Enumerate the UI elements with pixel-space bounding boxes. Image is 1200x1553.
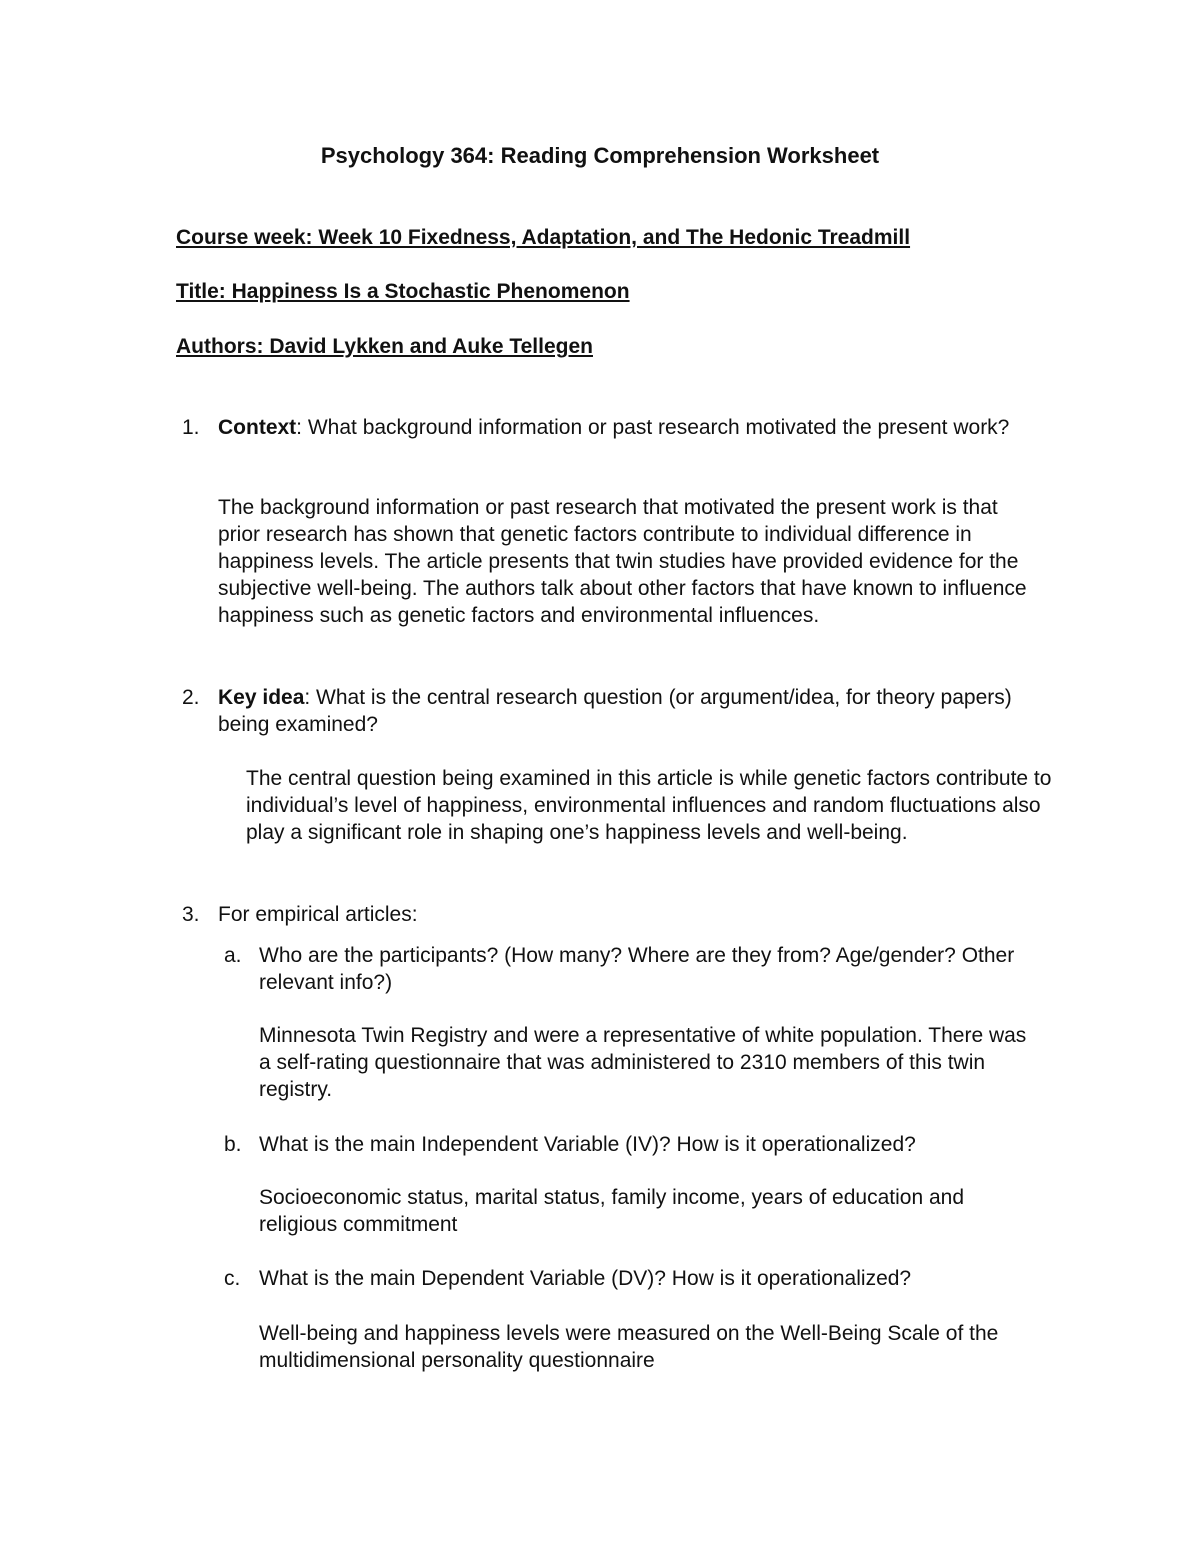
question-1-prompt — [218, 414, 1038, 441]
question-2-label: Key idea — [218, 686, 305, 709]
question-3-number: 3. — [182, 903, 200, 926]
question-3c-answer: Well-being and happiness levels were measured on the Well-Being Scale of the multidimensional personality questionnaire — [259, 1322, 999, 1372]
question-3a-answer: Minnesota Twin Registry and were a representative of white population. There was a self-rating questionnaire that was administered to 2310 members of this twin registry. — [259, 1024, 1027, 1101]
question-3c-prompt: What is the main Dependent Variable (DV)? How is it operationalized? — [259, 1267, 912, 1290]
question-2-answer: The central question being examined in this article is while genetic factors contribute to individual’s level of happiness, environmental influences and random fluctuations also play a significant role in shaping one’s happiness levels and well-being. — [246, 767, 1052, 844]
question-3a-prompt: Who are the participants? (How many? Where are they from? Age/gender? Other relevant info?) — [259, 944, 1015, 994]
question-2-text: : What is the central research question (or argument/idea, for theory papers) being examined? — [218, 686, 1012, 736]
question-1-label: Context — [218, 416, 297, 439]
question-3b-letter: b. — [224, 1133, 242, 1156]
page-title: Psychology 364: Reading Comprehension Worksheet — [320, 143, 880, 168]
question-3b-answer: Socioeconomic status, marital status, family income, years of education and religious commitment — [259, 1186, 964, 1236]
question-2-number: 2. — [182, 686, 200, 709]
authors: Authors: David Lykken and Auke Tellegen — [176, 335, 593, 358]
question-3b-prompt: What is the main Independent Variable (IV)? How is it operationalized? — [259, 1133, 916, 1156]
question-1-answer: The background information or past research that motivated the present work is that prior research has shown that genetic factors contribute to individual difference in happiness levels. The article presents that twin studies have provided evidence for the subjective well-being. The authors talk about other factors that have known to influence happiness such as genetic factors and environmental influences. — [218, 496, 1027, 627]
course-week: Course week: Week 10 Fixedness, Adaptation, and The Hedonic Treadmill — [176, 226, 911, 249]
question-3c-letter: c. — [224, 1267, 241, 1290]
question-1-number: 1. — [182, 416, 200, 439]
question-2-prompt — [218, 684, 1038, 738]
article-title: Title: Happiness Is a Stochastic Phenomenon — [176, 280, 630, 303]
question-3-prompt: For empirical articles: — [218, 903, 418, 926]
question-3a-letter: a. — [224, 944, 242, 967]
question-1-text: : What background information or past research motivated the present work? — [296, 416, 1010, 439]
